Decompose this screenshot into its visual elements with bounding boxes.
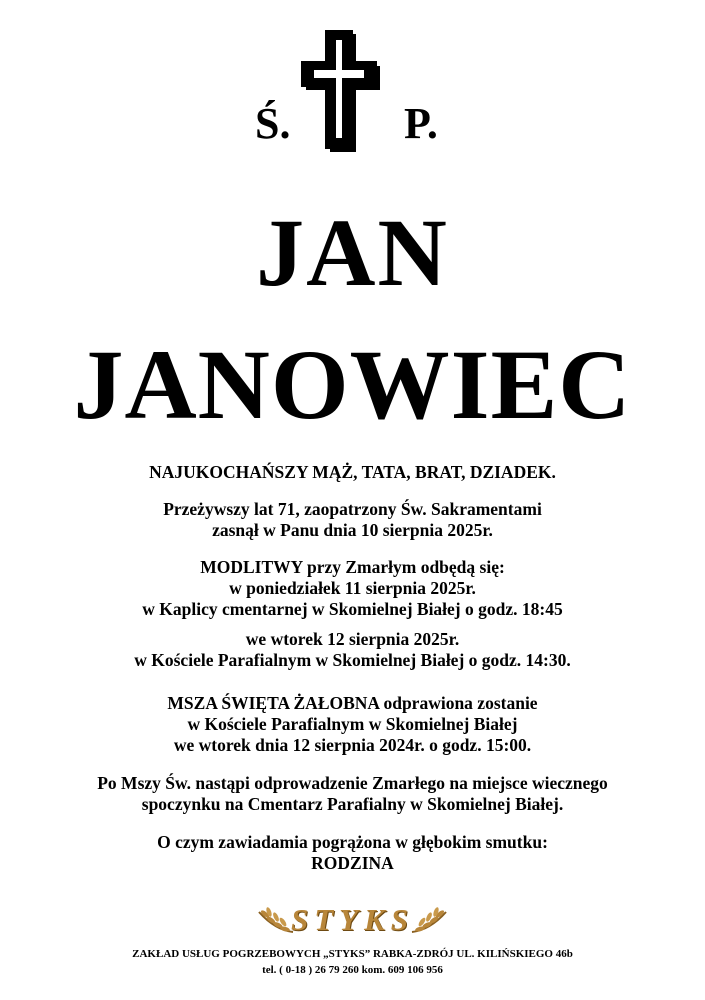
burial-block <box>0 773 705 815</box>
header-right-letter: P. <box>404 99 438 148</box>
relation-text: NAJUKOCHAŃSZY MĄŻ, TATA, BRAT, DZIADEK. <box>149 462 556 482</box>
closing-block <box>0 832 705 874</box>
deceased-last-name: JANOWIEC <box>73 329 632 440</box>
mass-line: w Kościele Parafialnym w Skomielnej Białej <box>187 714 518 734</box>
prayers-first-line: w Kaplicy cmentarnej w Skomielnej Białej o godz. 18:45 <box>142 599 563 619</box>
header-left-letter: Ś. <box>255 99 291 148</box>
bio-block <box>0 499 705 541</box>
cross-icon <box>300 30 380 152</box>
burial-line: spoczynku na Cmentarz Parafialny w Skomielnej Białej. <box>141 794 564 814</box>
styks-logo <box>0 900 705 940</box>
laurel-icon <box>410 906 450 936</box>
footer-phone: tel. ( 0-18 ) 26 79 260 kom. 609 106 956 <box>262 964 443 976</box>
closing-line: O czym zawiadamia pogrążona w głębokim smutku: <box>157 832 548 852</box>
mass-block <box>0 693 705 756</box>
header-row <box>0 30 705 160</box>
deceased-first-name: JAN <box>256 199 449 306</box>
bio-line: zasnął w Panu dnia 10 sierpnia 2025r. <box>212 520 493 540</box>
prayers-second-block <box>0 629 705 671</box>
logo-text: STYKS <box>290 902 415 937</box>
family-signature: RODZINA <box>311 853 394 873</box>
prayers-heading: MODLITWY przy Zmarłym odbędą się: <box>200 557 505 577</box>
prayers-block <box>0 557 705 620</box>
mass-line: MSZA ŚWIĘTA ŻAŁOBNA odprawiona zostanie <box>167 693 538 713</box>
mass-line: we wtorek dnia 12 sierpnia 2024r. o godz. 15:00. <box>173 735 532 755</box>
bio-line: Przeżywszy lat 71, zaopatrzony Św. Sakramentami <box>163 499 542 519</box>
relation-line <box>0 462 705 483</box>
prayers-first-line: w poniedziałek 11 sierpnia 2025r. <box>229 578 476 598</box>
prayers-second-line: we wtorek 12 sierpnia 2025r. <box>245 629 460 649</box>
prayers-second-line: w Kościele Parafialnym w Skomielnej Białej o godz. 14:30. <box>134 650 571 670</box>
burial-line: Po Mszy Św. nastąpi odprowadzenie Zmarłego na miejsce wiecznego <box>97 773 608 793</box>
footer-address: ZAKŁAD USŁUG POGRZEBOWYCH „STYKS” RABKA-ZDRÓJ UL. KILIŃSKIEGO 46b <box>132 948 573 960</box>
